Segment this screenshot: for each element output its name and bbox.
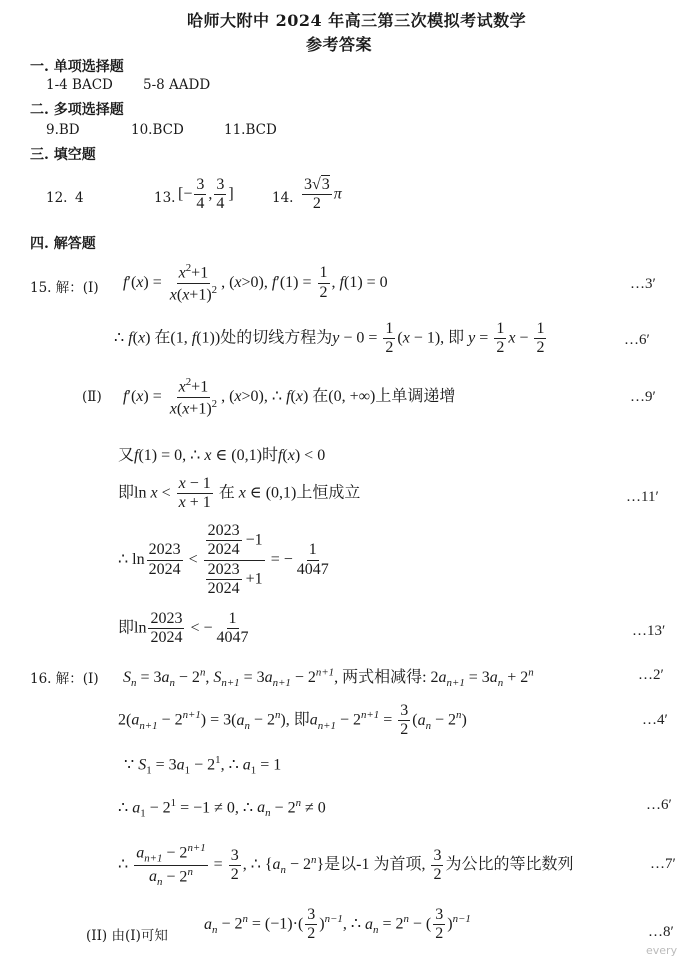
doc-subtitle: 参考答案 (306, 35, 373, 54)
q16-general-term: $a_n - 2^n = (-1)\cdot$( $\frac{3}{2}$ )$^{n-1}$, ∴ $a_n = 2^n$ − ( $\frac{3}{2}$ )$^{n-1}$ (204, 906, 471, 943)
q16-ratio-text: 为公比的等比数列 (445, 856, 574, 874)
score-mark: …6′ (646, 797, 672, 813)
watermark: every (646, 944, 678, 957)
q16-ji: 即 (293, 711, 310, 729)
q15-label: 15. 解：(Ⅰ) (30, 280, 99, 296)
q16-initial-term: ∵ $S_1 = 3a_1 - 2^1$, ∴ $a_1 = 1$ (124, 754, 282, 777)
q15-you: 又 (118, 447, 135, 464)
q15-tangent-line: ∴ f(x) 在(1, f(1))处的切线方程为y − 0 = $\frac{1}{2}$ (x − 1), 即 y = $\frac{1}{2}$ x − $\frac{1}{2}$ (114, 320, 545, 357)
q15-increasing-text: 上单调递增 (375, 387, 456, 405)
q16-shi-yi: 是以-1 为首项, (324, 856, 426, 874)
q15-ji: 即 (448, 329, 465, 347)
q15-ji3: 即 (118, 619, 135, 637)
section-1-title: 一. 单项选择题 (30, 59, 124, 75)
score-mark: …7′ (650, 856, 676, 872)
q15-lnx-inequality: 即ln x < $\frac{x - 1}{x + 1}$ 在 x ∈ (0,1)上恒成立 (118, 475, 361, 512)
score-mark: …3′ (630, 276, 656, 292)
q15-tangent-text: 处的切线方程为 (220, 329, 333, 347)
q16-label: 16. 解：(Ⅰ) (30, 671, 99, 687)
q15-ji2: 即 (118, 484, 135, 502)
q15-substitution-formula: ∴ ln $\frac{2023}{2024}$ < $\frac{2023}{2024}$ −1 $\frac{2023}{2024}$ +1 = − $\frac{1}{4047}$ (118, 522, 329, 598)
score-mark: …2′ (638, 667, 664, 683)
q16-geometric-ratio: ∴ $\frac{a_{n+1} - 2^{n+1}}{a_n - 2^n}$ = $\frac{3}{2}$ , ∴ $\{a_n - 2^n\}$是以-1 为首项, $\frac{3}{2}$ 为公比的等比数列 (118, 842, 574, 889)
score-mark: …6′ (624, 332, 650, 348)
q15-conclusion: 即ln $\frac{2023}{2024}$ < − $\frac{1}{4047}$ (118, 610, 249, 647)
q15-derivative-formula: f′(x) = $\frac{x^2+1}{x(x+1)^2}$ , (x>0), f′(1) = $\frac{1}{2}$ , f(1) = 0 (123, 262, 388, 304)
score-mark: …9′ (630, 389, 656, 405)
section-3-title: 三. 填空题 (30, 147, 96, 163)
score-mark: …11′ (626, 489, 659, 505)
answer-14-formula: $\frac{3√3}{2}$ π (304, 176, 342, 213)
answer-12-number: 12. (46, 190, 68, 206)
section-4-title: 四. 解答题 (30, 236, 96, 252)
score-mark: …8′ (648, 924, 674, 940)
answer-9: 9.BD (46, 122, 80, 138)
q15-part2-label: (Ⅱ) (82, 389, 102, 405)
score-mark: …4′ (642, 712, 668, 728)
q16-transform: $2(a_{n+1} - 2^{n+1}) = 3(a_n - 2^n)$, 即$a_{n+1} - 2^{n+1}$ = $\frac{3}{2}$ $(a_n - 2^n)$ (118, 702, 467, 739)
answer-14-number: 14. (272, 190, 294, 206)
q15-f1-zero-line: 又f(1) = 0, ∴ x ∈ (0,1)时f(x) < 0 (118, 447, 326, 464)
section-2-title: 二. 多项选择题 (30, 102, 124, 118)
doc-title: 哈师大附中 2024 年高三第三次模拟考试数学 (187, 11, 527, 30)
answers-5-8: 5-8 AADD (143, 77, 211, 93)
answer-12-value: 4 (75, 190, 84, 206)
q16-part2-label: (II) 由(Ⅰ)可知 (86, 928, 168, 944)
answer-13-formula: [− $\frac{3}{4}$ , $\frac{3}{4}$ ] (178, 176, 234, 213)
q15-part2-formula: f′(x) = $\frac{x^2+1}{x(x+1)^2}$ , (x>0), ∴ f(x) 在(0, +∞)上单调递增 (123, 376, 456, 418)
answer-10: 10.BCD (131, 122, 184, 138)
q15-shi: 时 (261, 447, 278, 464)
answer-11: 11.BCD (224, 122, 277, 138)
q16-recurrence: $S_n = 3a_n - 2^n$, $S_{n+1} = 3a_{n+1} - 2^{n+1}$, 两式相减得: $2a_{n+1} = 3a_n + 2^n$ (123, 666, 534, 690)
q15-hold-text: 上恒成立 (296, 484, 361, 502)
q16-nonzero: ∴ $a_1 - 2^1 = -1 \ne 0$, ∴ $a_n - 2^n \ne 0$ (118, 797, 326, 820)
answer-13-number: 13. (154, 190, 176, 206)
score-mark: …13′ (632, 623, 666, 639)
q16-subtract-text: 两式相减得: (342, 669, 427, 686)
answers-1-4: 1-4 BACD (46, 77, 113, 93)
